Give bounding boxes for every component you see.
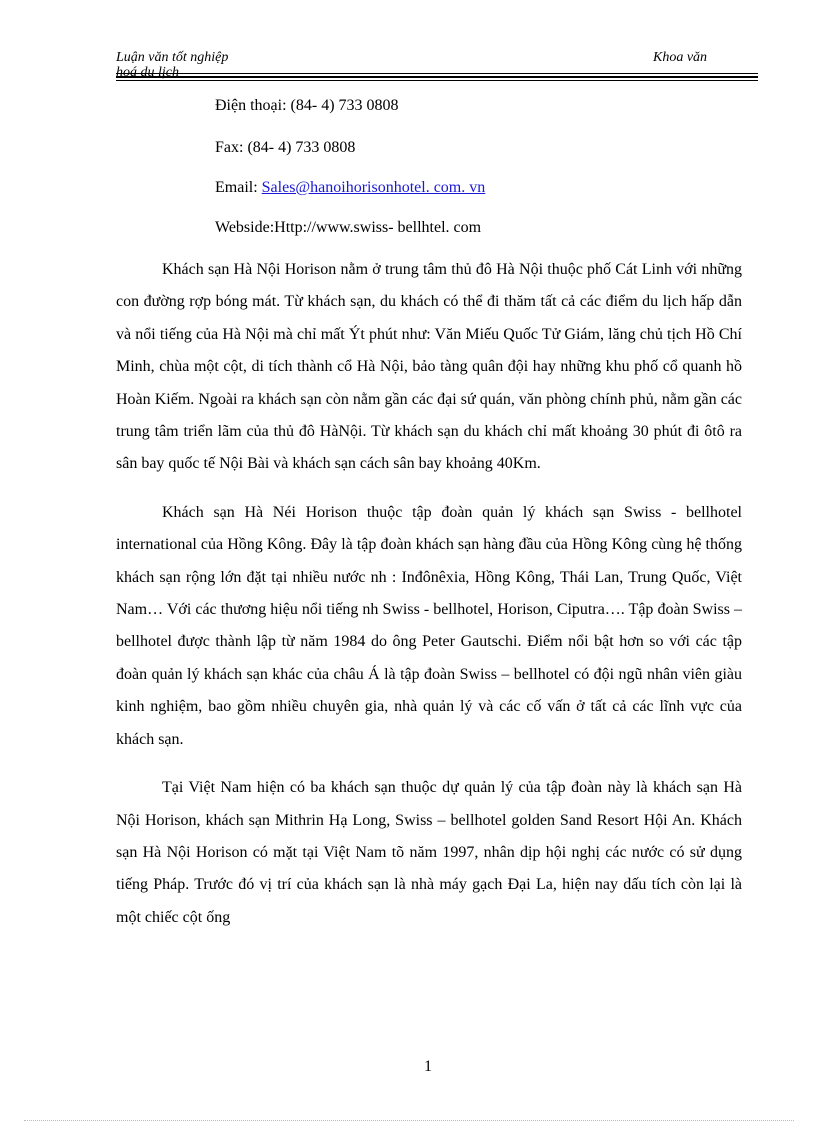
contact-fax: Fax: (84- 4) 733 0808 (215, 139, 356, 156)
email-link[interactable]: Sales@hanoihorisonhotel. com. vn (261, 179, 486, 196)
contact-phone: Điện thoại: (84- 4) 733 0808 (215, 97, 399, 114)
paragraph-3: Tại Việt Nam hiện có ba khách sạn thuộc dự quản lý của tập đoàn này là khách sạn Hà Nội Horison, khách sạn Mithrin Hạ Long, Swiss – bellhotel golden Sand Resort Hội An. Khách sạn Hà Nội Horison có mặt tại Việt Nam tõ năm 1997, nhân dịp hội nghị các nước có sử dụng tiếng Pháp. Trước đó vị trí của khách sạn là nhà máy gạch Đại La, hiện nay dấu tích còn lại là một chiếc cột ống (116, 779, 742, 926)
contact-email-label: Email: (215, 179, 258, 196)
page-bottom-border (24, 1120, 794, 1121)
contact-website: Webside:Http://www.swiss- bellhtel. com (215, 219, 482, 236)
contact-email-line (215, 178, 485, 198)
running-header-right: Khoa văn (653, 50, 708, 65)
header-rule-thick (116, 76, 758, 78)
body-text (116, 254, 742, 950)
header-left-line1: Luận văn tốt nghiệp (116, 50, 229, 65)
header-rule-thin-bottom (116, 80, 758, 81)
paragraph-1: Khách sạn Hà Nội Horison nằm ở trung tâm thủ đô Hà Nội thuộc phố Cát Linh với những con đường rợp bóng mát. Từ khách sạn, du khách có thể đi thăm tất cả các điểm du lịch hấp dẫn và nổi tiếng của Hà Nội mà chỉ mất Ýt phút như: Văn Miếu Quốc Tử Giám, lăng chủ tịch Hồ Chí Minh, chùa một cột, di tích thành cổ Hà Nội, bảo tàng quân đội hay những khu phố cổ quanh hồ Hoàn Kiếm. Ngoài ra khách sạn còn nằm gần các đại sứ quán, văn phòng chính phủ, nằm gần các trung tâm triển lãm của thủ đô HàNội. Từ khách sạn du khách chỉ mất khoảng 30 phút đi ôtô ra sân bay quốc tế Nội Bài và khách sạn cách sân bay khoảng 40Km. (116, 261, 742, 473)
header-rule-thin-top (116, 73, 758, 74)
header-left-line2: hoá du lịch (116, 65, 179, 80)
page-number: 1 (424, 1058, 432, 1075)
paragraph-2: Khách sạn Hà Néi Horison thuộc tập đoàn quản lý khách sạn Swiss - bellhotel international của Hồng Kông. Đây là tập đoàn khách sạn hàng đầu của Hồng Kông cùng hệ thống khách sạn rộng lớn đặt tại nhiều nước nh : Inđônêxia, Hồng Kông, Thái Lan, Trung Quốc, Việt Nam… Với các thương hiệu nổi tiếng nh Swiss - bellhotel, Horison, Ciputra…. Tập đoàn Swiss – bellhotel được thành lập từ năm 1984 do ông Peter Gautschi. Điểm nổi bật hơn so với các tập đoàn quản lý khách sạn khác của châu Á là tập đoàn Swiss – bellhotel có đội ngũ nhân viên giàu kinh nghiệm, bao gồm nhiều chuyên gia, nhà quản lý và các cố vấn ở tất cả các lĩnh vực của khách sạn. (116, 503, 742, 748)
